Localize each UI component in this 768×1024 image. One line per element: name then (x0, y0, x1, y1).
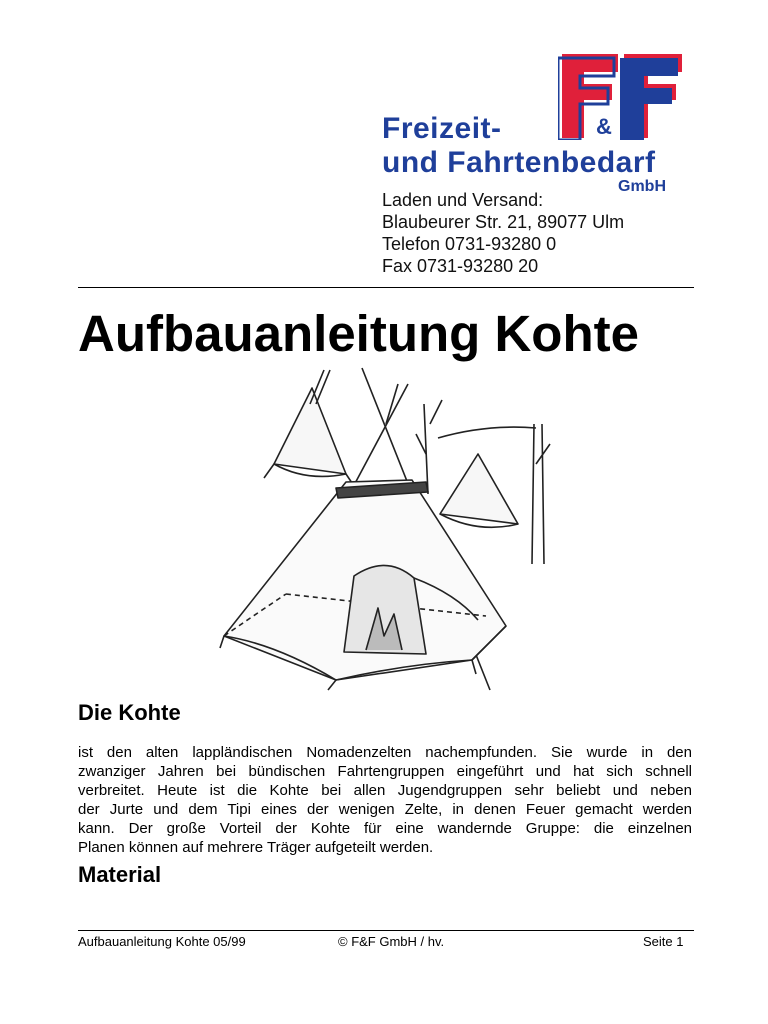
section-heading-die-kohte: Die Kohte (78, 700, 181, 725)
address-line: Telefon 0731-93280 0 (382, 234, 557, 254)
section-paragraph (78, 743, 692, 857)
company-logo (372, 52, 692, 276)
page-title: Aufbauanleitung Kohte (78, 305, 639, 362)
footer-page-number: Seite 1 (643, 934, 684, 949)
logo-line2: und Fahrtenbedarf (382, 146, 656, 179)
address-line: Fax 0731-93280 20 (382, 256, 539, 276)
logo-gmbh: GmbH (618, 178, 666, 195)
paragraph-line: verbreitet. Heute ist die Kohte bei allen Jugendgruppen sehr beliebt und neben (78, 782, 692, 799)
paragraph-line: ist den alten lappländischen Nomadenzelten nachempfunden. Sie wurde in den (78, 744, 692, 761)
address-line: Laden und Versand: (382, 190, 544, 210)
address-line: Blaubeurer Str. 21, 89077 Ulm (382, 212, 625, 232)
paragraph-line: zwanziger Jahren bei bündischen Fahrtengruppen eingeführt und hat sich schnell (78, 763, 692, 780)
header-divider (78, 287, 694, 288)
paragraph-line: der Jurte und dem Tipi eines der wenigen Zelte, in denen Feuer gemacht werden (78, 801, 692, 818)
paragraph-line: Planen können auf mehrere Träger aufgeteilt werden. (78, 839, 434, 856)
logo-line1: Freizeit- (382, 112, 502, 145)
footer-left: Aufbauanleitung Kohte 05/99 (78, 934, 246, 949)
svg-text:&: & (596, 114, 612, 139)
footer-divider (78, 930, 694, 931)
paragraph-line: kann. Der große Vorteil der Kohte für eine wandernde Gruppe: die einzelnen (78, 820, 692, 837)
section-heading-material: Material (78, 862, 162, 887)
kohte-tent-illustration (216, 364, 556, 696)
footer-center: © F&F GmbH / hv. (338, 934, 445, 949)
ff-logo-mark (558, 54, 686, 140)
